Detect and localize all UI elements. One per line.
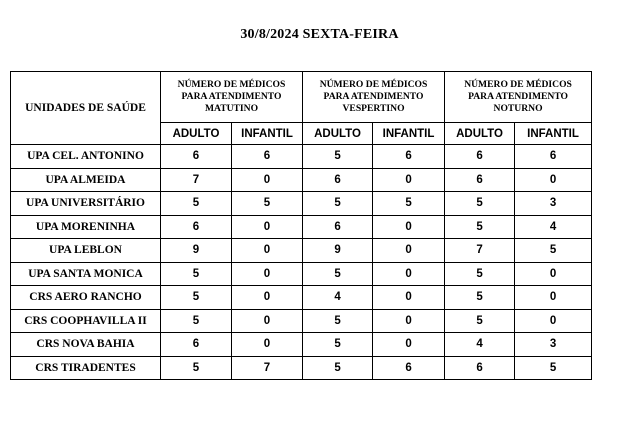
group-header-matutino (161, 72, 303, 123)
group-header-noturno (445, 72, 592, 123)
value-cell: 6 (303, 215, 373, 239)
value-cell: 5 (161, 192, 232, 216)
value-cell: 5 (515, 239, 592, 263)
value-cell: 6 (515, 145, 592, 169)
value-cell: 5 (445, 262, 515, 286)
group-header-line: PARA ATENDIMENTO (468, 91, 569, 102)
unit-name: CRS NOVA BAHIA (11, 333, 161, 357)
value-cell: 7 (232, 356, 303, 380)
subheader-adulto: ADULTO (161, 123, 232, 145)
value-cell: 6 (303, 168, 373, 192)
table-row (11, 215, 592, 239)
value-cell: 0 (373, 215, 445, 239)
value-cell: 5 (303, 192, 373, 216)
subheader-adulto: ADULTO (445, 123, 515, 145)
unit-name: UPA ALMEIDA (11, 168, 161, 192)
table-row (11, 239, 592, 263)
value-cell: 0 (232, 262, 303, 286)
subheader-infantil: INFANTIL (373, 123, 445, 145)
value-cell: 6 (161, 145, 232, 169)
value-cell: 3 (515, 333, 592, 357)
group-header-line: NÚMERO DE MÉDICOS (319, 79, 428, 90)
value-cell: 5 (232, 192, 303, 216)
value-cell: 0 (232, 333, 303, 357)
unit-name: UPA SANTA MONICA (11, 262, 161, 286)
value-cell: 0 (232, 309, 303, 333)
value-cell: 0 (373, 309, 445, 333)
value-cell: 0 (373, 333, 445, 357)
value-cell: 4 (515, 215, 592, 239)
value-cell: 6 (373, 145, 445, 169)
value-cell: 5 (515, 356, 592, 380)
value-cell: 4 (445, 333, 515, 357)
value-cell: 0 (232, 286, 303, 310)
value-cell: 0 (232, 239, 303, 263)
group-header-line: NÚMERO DE MÉDICOS (177, 79, 286, 90)
value-cell: 0 (373, 168, 445, 192)
group-header-line: PARA ATENDIMENTO (181, 91, 282, 102)
value-cell: 5 (161, 286, 232, 310)
table-row (11, 309, 592, 333)
value-cell: 0 (373, 262, 445, 286)
table-row (11, 286, 592, 310)
value-cell: 6 (445, 145, 515, 169)
value-cell: 5 (161, 356, 232, 380)
table-row (11, 333, 592, 357)
group-header-line: NÚMERO DE MÉDICOS (464, 79, 572, 90)
value-cell: 0 (515, 309, 592, 333)
value-cell: 6 (445, 356, 515, 380)
doctors-schedule-table (10, 71, 592, 380)
value-cell: 0 (515, 286, 592, 310)
value-cell: 6 (161, 333, 232, 357)
value-cell: 6 (232, 145, 303, 169)
value-cell: 5 (445, 286, 515, 310)
value-cell: 3 (515, 192, 592, 216)
value-cell: 0 (373, 239, 445, 263)
value-cell: 5 (373, 192, 445, 216)
value-cell: 0 (232, 215, 303, 239)
group-header-line: NOTURNO (493, 103, 543, 114)
unit-name: CRS TIRADENTES (11, 356, 161, 380)
value-cell: 5 (445, 192, 515, 216)
value-cell: 0 (515, 168, 592, 192)
value-cell: 6 (445, 168, 515, 192)
group-header-line: MATUTINO (204, 103, 259, 114)
value-cell: 5 (303, 333, 373, 357)
unit-name: UPA UNIVERSITÁRIO (11, 192, 161, 216)
table-row (11, 356, 592, 380)
unit-name: UPA CEL. ANTONINO (11, 145, 161, 169)
value-cell: 5 (303, 309, 373, 333)
value-cell: 5 (445, 215, 515, 239)
unit-name: UPA MORENINHA (11, 215, 161, 239)
value-cell: 9 (161, 239, 232, 263)
value-cell: 6 (373, 356, 445, 380)
unit-name: CRS COOPHAVILLA II (11, 309, 161, 333)
value-cell: 5 (303, 262, 373, 286)
units-header: UNIDADES DE SAÚDE (11, 72, 161, 145)
value-cell: 7 (161, 168, 232, 192)
value-cell: 4 (303, 286, 373, 310)
value-cell: 6 (161, 215, 232, 239)
value-cell: 0 (373, 286, 445, 310)
unit-name: CRS AERO RANCHO (11, 286, 161, 310)
value-cell: 5 (161, 262, 232, 286)
value-cell: 9 (303, 239, 373, 263)
value-cell: 5 (303, 145, 373, 169)
page-title: 30/8/2024 SEXTA-FEIRA (240, 27, 399, 42)
table-row (11, 168, 592, 192)
table-row (11, 145, 592, 169)
unit-name: UPA LEBLON (11, 239, 161, 263)
group-header-line: PARA ATENDIMENTO (323, 91, 424, 102)
value-cell: 7 (445, 239, 515, 263)
subheader-infantil: INFANTIL (232, 123, 303, 145)
group-header-vespertino (303, 72, 445, 123)
table-row (11, 262, 592, 286)
group-header-line: VESPERTINO (342, 103, 405, 114)
value-cell: 5 (445, 309, 515, 333)
value-cell: 0 (515, 262, 592, 286)
value-cell: 5 (161, 309, 232, 333)
subheader-adulto: ADULTO (303, 123, 373, 145)
table-row (11, 192, 592, 216)
value-cell: 0 (232, 168, 303, 192)
subheader-infantil: INFANTIL (515, 123, 592, 145)
value-cell: 5 (303, 356, 373, 380)
